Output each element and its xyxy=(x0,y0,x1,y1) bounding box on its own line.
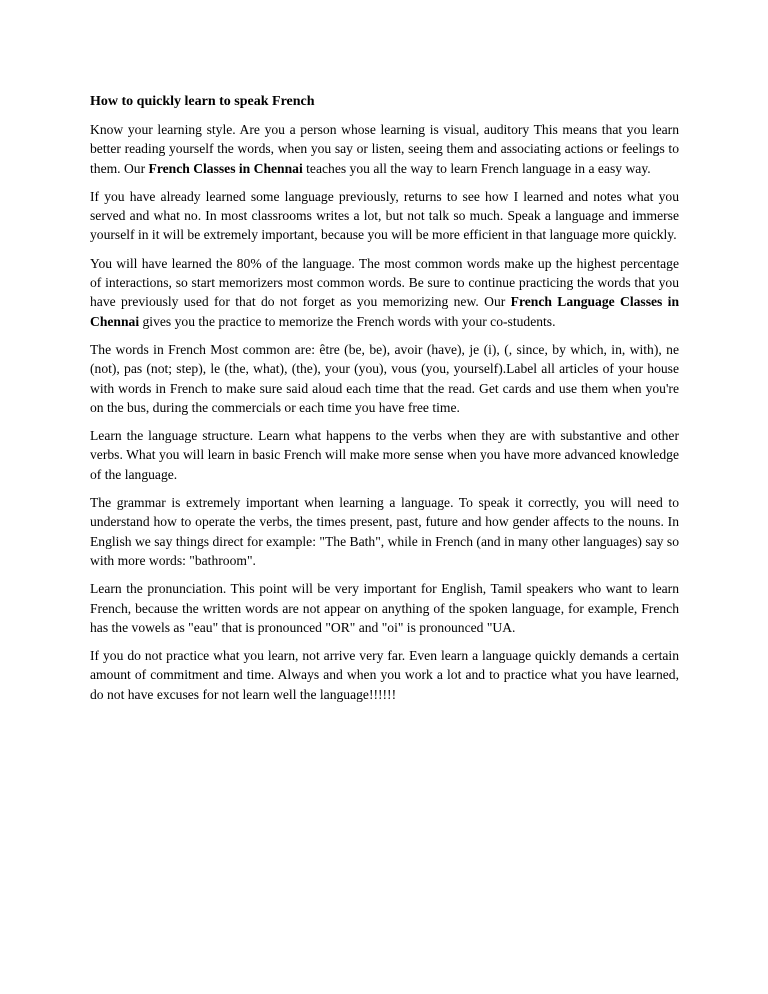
document-page xyxy=(90,92,679,713)
paragraph-word-list xyxy=(90,340,679,417)
paragraph-common-words xyxy=(90,254,679,331)
bold-link-text: French Language Classes in Chennai xyxy=(90,294,680,329)
paragraph-text: Know your learning style. Are you a person whose learning is visual, auditory This means that you learn better reading yourself the words, when you say or listen, seeing them and associating actions or feelings to them. Our xyxy=(90,122,679,176)
paragraph-text: The grammar is extremely important when learning a language. To speak it correctly, you will need to understand how to operate the verbs, the times present, past, future and how gender affects to the nouns. In English we say things direct for example: "The Bath", while in French (and in many other languages) say so with more words: "bathroom". xyxy=(90,495,679,568)
paragraph-text: gives you the practice to memorize the French words with your co-students. xyxy=(139,313,556,329)
document-title: How to quickly learn to speak French xyxy=(90,94,315,109)
paragraph-text: The words in French Most common are: être (be, be), avoir (have), je (i), (, since, by which, in, with), ne (not), pas (not; step), le (the, what), (the), your (you), vous (you, yourself).Label all articles of your house with words in French to make sure said aloud each time that the read. Get cards and use them when you're on the bus, during the commercials or each time you have free time. xyxy=(90,341,679,415)
paragraph-prior-language xyxy=(90,187,679,245)
paragraph-text: Learn the language structure. Learn what happens to the verbs when they are with substantive and other verbs. What you will learn in basic French will make more sense when you have more advanced knowledge of the language. xyxy=(90,428,679,482)
paragraph-text: teaches you all the way to learn French language in a easy way. xyxy=(302,160,651,176)
paragraph-learning-style xyxy=(90,120,679,178)
paragraph-text: You will have learned the 80% of the language. The most common words make up the highest percentage of interactions, so start memorizers most common words. Be sure to continue practicing the words that you have previously used for that do not forget as you memorizing new. Our xyxy=(90,255,679,310)
bold-link-text: French Classes in Chennai xyxy=(148,160,303,176)
paragraph-text: If you do not practice what you learn, not arrive very far. Even learn a language quickly demands a certain amount of commitment and time. Always and when you work a lot and to practice what you have learned, do not have excuses for not learn well the language!!!!!! xyxy=(90,648,679,702)
paragraph-pronunciation xyxy=(90,579,679,637)
paragraph-language-structure xyxy=(90,426,679,484)
paragraph-text: If you have already learned some language previously, returns to see how I learned and notes what you served and what no. In most classrooms writes a lot, but not talk so much. Speak a language and immerse yourself in it will be extremely important, because you will be more efficient in that language more quickly. xyxy=(90,188,679,243)
paragraph-practice xyxy=(90,646,679,704)
paragraph-grammar xyxy=(90,493,679,570)
paragraph-text: Learn the pronunciation. This point will be very important for English, Tamil speakers who want to learn French, because the written words are not appear on anything of the spoken language, for example, French has the vowels as "eau" that is pronounced "OR" and "oi" is pronounced "UA. xyxy=(90,581,679,635)
